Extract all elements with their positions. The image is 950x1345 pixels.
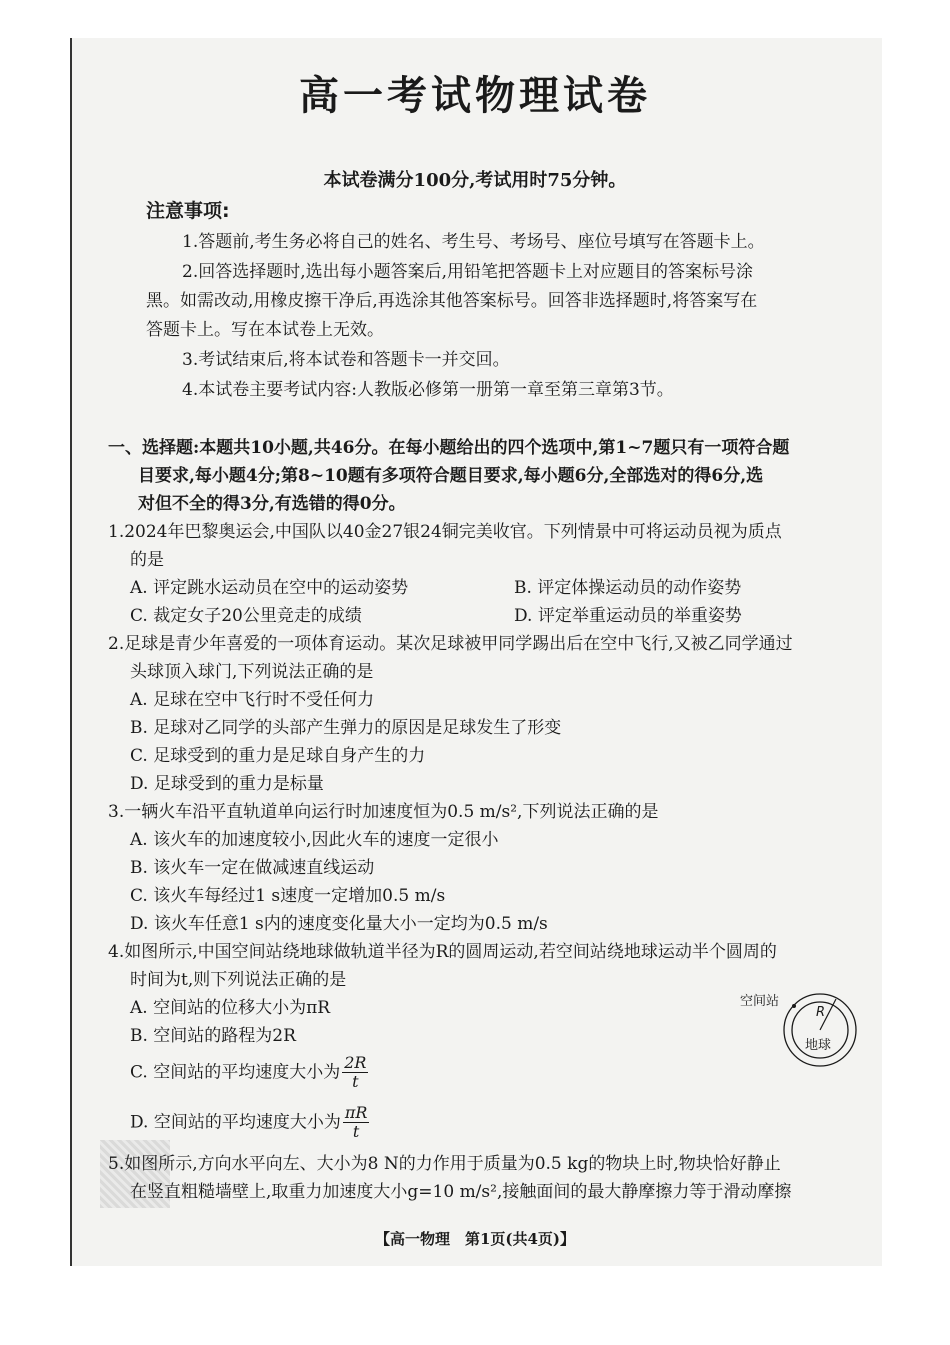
note-item: 4.本试卷主要考试内容:人教版必修第一册第一章至第三章第3节。: [182, 380, 674, 400]
note-item: 3.考试结束后,将本试卷和答题卡一并交回。: [182, 350, 510, 370]
fraction-numerator: πR: [344, 1103, 368, 1122]
q3-option-b: B. 该火车一定在做减速直线运动: [130, 858, 375, 878]
q1-option-c: C. 裁定女子20公里竞走的成绩: [130, 606, 362, 626]
fraction: [343, 1104, 370, 1142]
fraction-denominator: t: [352, 1122, 360, 1142]
q4-option-a: A. 空间站的位移大小为πR: [130, 998, 331, 1018]
q2-option-a: A. 足球在空中飞行时不受任何力: [130, 690, 375, 710]
q4-option-d: [130, 1104, 369, 1142]
q4-option-b: B. 空间站的路程为2R: [130, 1026, 296, 1046]
q2-stem: 头球顶入球门,下列说法正确的是: [130, 662, 374, 682]
orbit-diagram: [770, 990, 870, 1070]
q3-stem: 3.一辆火车沿平直轨道单向运行时加速度恒为0.5 m/s²,下列说法正确的是: [108, 802, 659, 822]
q1-option-d: D. 评定举重运动员的举重姿势: [514, 606, 742, 626]
q2-option-c: C. 足球受到的重力是足球自身产生的力: [130, 746, 426, 766]
q1-stem: 1.2024年巴黎奥运会,中国队以40金27银24铜完美收官。下列情景中可将运动员视为质点: [108, 522, 782, 542]
note-item: 1.答题前,考生务必将自己的姓名、考生号、考场号、座位号填写在答题卡上。: [182, 232, 765, 252]
q3-option-a: A. 该火车的加速度较小,因此火车的速度一定很小: [130, 830, 499, 850]
q1-option-a: A. 评定跳水运动员在空中的运动姿势: [130, 578, 409, 598]
note-item: 2.回答选择题时,选出每小题答案后,用铅笔把答题卡上对应题目的答案标号涂: [182, 262, 754, 282]
q5-stem: 在竖直粗糙墙壁上,取重力加速度大小g=10 m/s²,接触面间的最大静摩擦力等于滑动摩擦: [130, 1182, 792, 1202]
exam-subtitle: 本试卷满分100分,考试用时75分钟。: [323, 170, 627, 191]
note-item: 答题卡上。写在本试卷上无效。: [146, 320, 384, 340]
q4-stem: 4.如图所示,中国空间站绕地球做轨道半径为R的圆周运动,若空间站绕地球运动半个圆周的: [108, 942, 777, 962]
notes-heading: 注意事项:: [146, 200, 230, 222]
q1-option-b: B. 评定体操运动员的动作姿势: [514, 578, 742, 598]
diagram-station-label: 空间站: [740, 994, 780, 1009]
q4-option-c: [130, 1054, 368, 1092]
section-instructions: 一、选择题:本题共10小题,共46分。在每小题给出的四个选项中,第1~7题只有一项符合题: [108, 438, 790, 458]
diagram-earth-label: 地球: [805, 1038, 832, 1053]
fraction: [342, 1054, 368, 1092]
diagram-radius-label: R: [816, 1005, 826, 1020]
q4-option-c-text: C. 空间站的平均速度大小为: [130, 1062, 341, 1083]
q2-stem: 2.足球是青少年喜爱的一项体育运动。某次足球被甲同学踢出后在空中飞行,又被乙同学通过: [108, 634, 793, 654]
q1-stem: 的是: [130, 550, 164, 570]
q4-stem: 时间为t,则下列说法正确的是: [130, 970, 347, 990]
section-instructions: 对但不全的得3分,有选错的得0分。: [138, 494, 406, 514]
q5-stem: 5.如图所示,方向水平向左、大小为8 N的力作用于质量为0.5 kg的物块上时,物块恰好静止: [108, 1154, 781, 1174]
q3-option-c: C. 该火车每经过1 s速度一定增加0.5 m/s: [130, 886, 446, 906]
exam-title: 高一考试物理试卷: [299, 73, 651, 119]
fraction-numerator: 2R: [344, 1053, 367, 1072]
page-footer: 【高一物理 第1页(共4页)】: [374, 1230, 576, 1248]
q2-option-b: B. 足球对乙同学的头部产生弹力的原因是足球发生了形变: [130, 718, 562, 738]
scan-edge-line: [70, 38, 72, 1266]
section-instructions: 目要求,每小题4分;第8~10题有多项符合题目要求,每小题6分,全部选对的得6分,选: [138, 466, 764, 486]
q4-option-d-text: D. 空间站的平均速度大小为: [130, 1112, 341, 1133]
fraction-denominator: t: [352, 1072, 359, 1092]
note-item: 黑。如需改动,用橡皮擦干净后,再选涂其他答案标号。回答非选择题时,将答案写在: [146, 291, 758, 311]
q3-option-d: D. 该火车任意1 s内的速度变化量大小一定均为0.5 m/s: [130, 914, 548, 934]
q2-option-d: D. 足球受到的重力是标量: [130, 774, 324, 794]
station-dot: [792, 1004, 796, 1008]
